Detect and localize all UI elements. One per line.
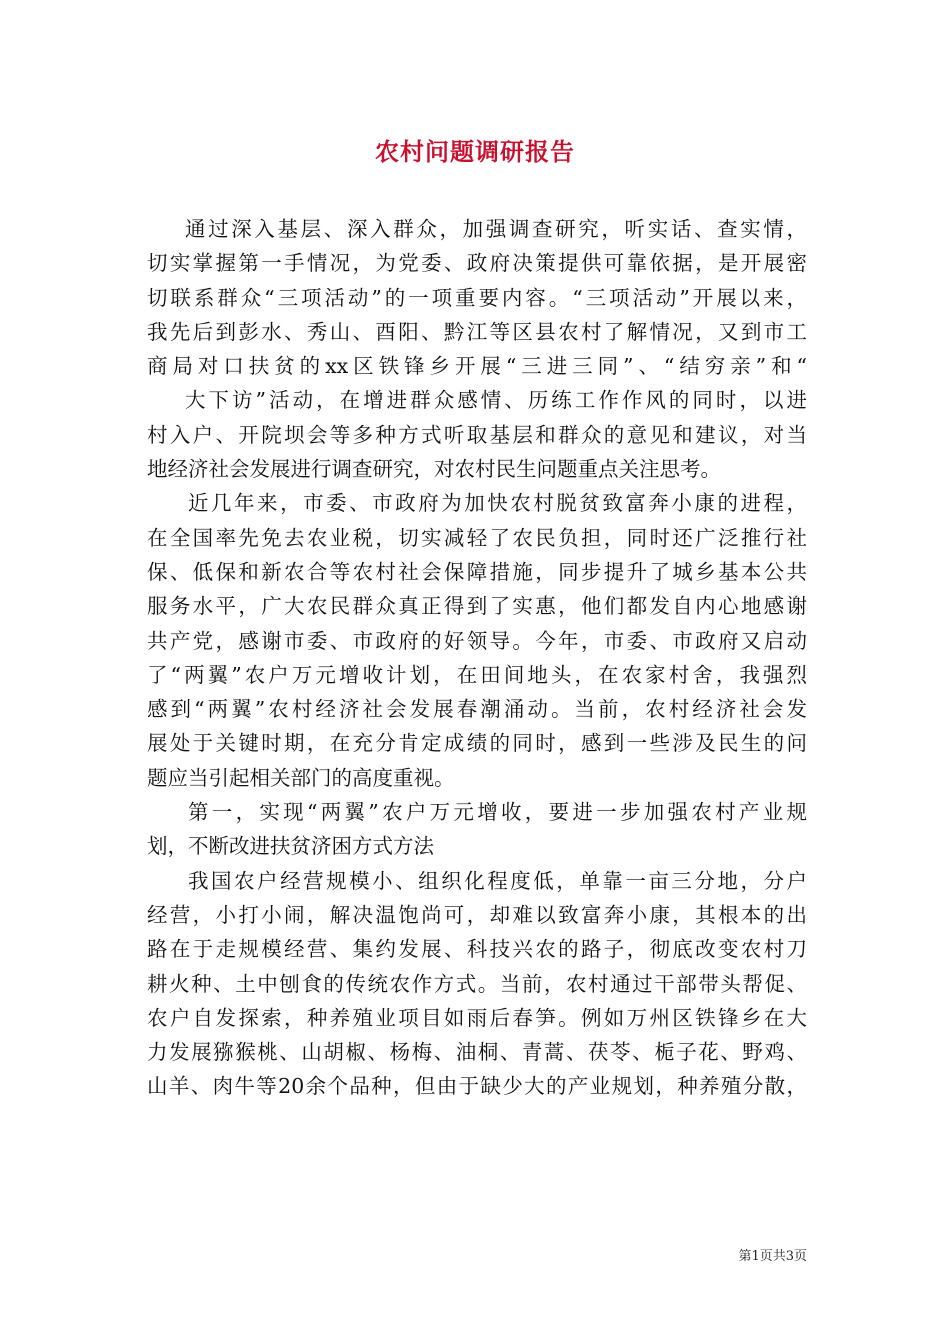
text-line: 山羊、肉牛等20余个品种，但由于缺少大的产业规划，种养殖分散， xyxy=(147,1074,807,1099)
document-body xyxy=(147,212,807,1104)
text-line: 展处于关键时期，在充分肯定成绩的同时，感到一些涉及民生的问 xyxy=(147,731,807,756)
text-line: 题应当引起相关部门的高度重视。 xyxy=(147,765,455,790)
text-line: 了“两翼”农户万元增收计划，在田间地头，在农家村舍，我强烈 xyxy=(147,662,807,687)
document-title: 农村问题调研报告 xyxy=(375,137,575,166)
text-line: 我先后到彭水、秀山、酉阳、黔江等区县农村了解情况，又到市工 xyxy=(147,319,807,344)
text-line: 划，不断改进扶贫济困方式方法 xyxy=(147,834,434,859)
text-line: 在全国率先免去农业税，切实减轻了农民负担，同时还广泛推行社 xyxy=(147,525,807,550)
text-line: 切联系群众“三项活动”的一项重要内容。“三项活动”开展以来， xyxy=(147,285,807,310)
text-line: 地经济社会发展进行调查研究，对农村民生问题重点关注思考。 xyxy=(147,457,721,482)
text-line: 我国农户经营规模小、组织化程度低，单靠一亩三分地，分户 xyxy=(188,868,807,893)
text-line: 商局对口扶贫的xx区铁锋乡开展“三进三同”、“结穷亲”和“ xyxy=(147,354,807,379)
text-line: 切实掌握第一手情况，为党委、政府决策提供可靠依据，是开展密 xyxy=(147,251,807,276)
text-line: 保、低保和新农合等农村社会保障措施，同步提升了城乡基本公共 xyxy=(147,559,807,584)
text-line: 大下访”活动，在增进群众感情、历练工作作风的同时，以进 xyxy=(185,388,807,413)
text-line: 力发展猕猴桃、山胡椒、杨梅、油桐、青蒿、茯苓、栀子花、野鸡、 xyxy=(147,1040,807,1065)
page-number: 第1页共3页 xyxy=(738,1249,807,1264)
text-line: 通过深入基层、深入群众，加强调查研究，听实话、查实情， xyxy=(185,217,807,241)
text-line: 耕火种、土中刨食的传统农作方式。当前，农村通过干部带头帮促、 xyxy=(147,971,807,996)
text-line: 经营，小打小闹，解决温饱尚可，却难以致富奔小康，其根本的出 xyxy=(147,902,807,927)
text-line: 服务水平，广大农民群众真正得到了实惠，他们都发自内心地感谢 xyxy=(147,594,807,619)
text-line: 路在于走规模经营、集约发展、科技兴农的路子，彻底改变农村刀 xyxy=(147,937,807,962)
text-line: 近几年来，市委、市政府为加快农村脱贫致富奔小康的进程， xyxy=(188,491,807,516)
text-line: 感到“两翼”农村经济社会发展春潮涌动。当前，农村经济社会发 xyxy=(147,697,807,722)
text-line: 第一，实现“两翼”农户万元增收，要进一步加强农村产业规 xyxy=(188,800,807,825)
text-line: 共产党，感谢市委、市政府的好领导。今年，市委、市政府又启动 xyxy=(147,628,807,653)
text-line: 村入户、开院坝会等多种方式听取基层和群众的意见和建议，对当 xyxy=(147,422,807,447)
text-line: 农户自发探索，种养殖业项目如雨后春笋。例如万州区铁锋乡在大 xyxy=(147,1005,807,1030)
